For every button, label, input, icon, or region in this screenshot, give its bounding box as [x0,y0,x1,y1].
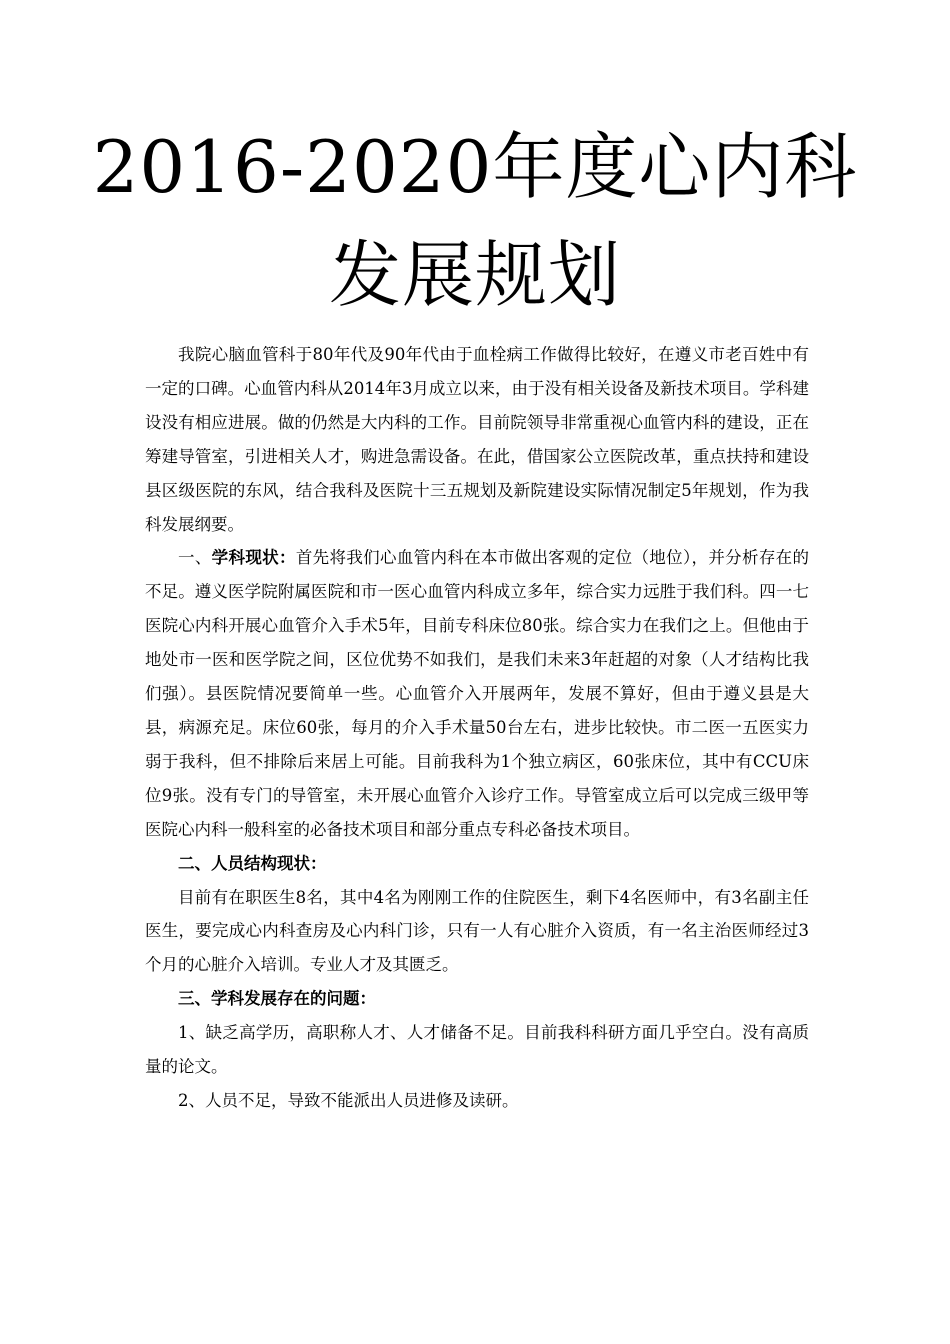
section-1-label: 一、 [178,548,212,568]
section-1-text: 首先将我们心血管内科在本市做出客观的定位（地位），并分析存在的不足。遵义医学院附属医院和市一医心血管内科成立多年，综合实力远胜于我们科。四一七医院心内科开展心血管介入手术5年，目前专科床位80张。综合实力在我们之上。但他由于地处市一医和医学院之间，区位优势不如我们，是我们未来3年赶超的对象（人才结构比我们强）。县医院情况要简单一些。心血管介入开展两年，发展不算好，但由于遵义县是大县，病源充足。床位60张，每月的介入手术量50台左右，进步比较快。市二医一五医实力弱于我科，但不排除后来居上可能。目前我科为1个独立病区，60张床位，其中有CCU床位9张。没有专门的导管室，未开展心血管介入诊疗工作。导管室成立后可以完成三级甲等医院心内科一般科室的必备技术项目和部分重点专科必备技术项目。 [145,548,810,839]
section-3-heading: 三、学科发展存在的问题： [178,989,376,1009]
list-item-2: 2、人员不足，导致不能派出人员进修及读研。 [178,1090,519,1110]
document-title-line-1: 2016-2020年度心内科 [92,125,858,209]
section-2-heading: 二、人员结构现状： [178,853,327,873]
document-title-line-2: 发展规划 [328,233,621,317]
section-1-heading: 学科现状： [211,548,296,568]
section-1-paragraph [145,541,809,846]
section-2-paragraph: 目前有在职医生8名，其中4名为刚刚工作的住院医生，剩下4名医师中，有3名副主任医生，要完成心内科查房及心内科门诊，只有一人有心脏介入资质，有一名主治医师经过3个月的心脏介入培训。专业人才及其匮乏。 [145,887,809,975]
list-item-1: 1、缺乏高学历，高职称人才、人才储备不足。目前我科科研方面几乎空白。没有高质量的论文。 [145,1023,809,1077]
intro-paragraph: 我院心脑血管科于80年代及90年代由于血栓病工作做得比较好，在遵义市老百姓中有一定的口碑。心血管内科从2014年3月成立以来，由于没有相关设备及新技术项目。学科建设没有相应进展。做的仍然是大内科的工作。目前院领导非常重视心血管内科的建设，正在筹建导管室，引进相关人才，购进急需设备。在此，借国家公立医院改革，重点扶持和建设县区级医院的东风，结合我科及医院十三五规划及新院建设实际情况制定5年规划，作为我科发展纲要。 [145,345,809,534]
document-body [145,338,809,1118]
